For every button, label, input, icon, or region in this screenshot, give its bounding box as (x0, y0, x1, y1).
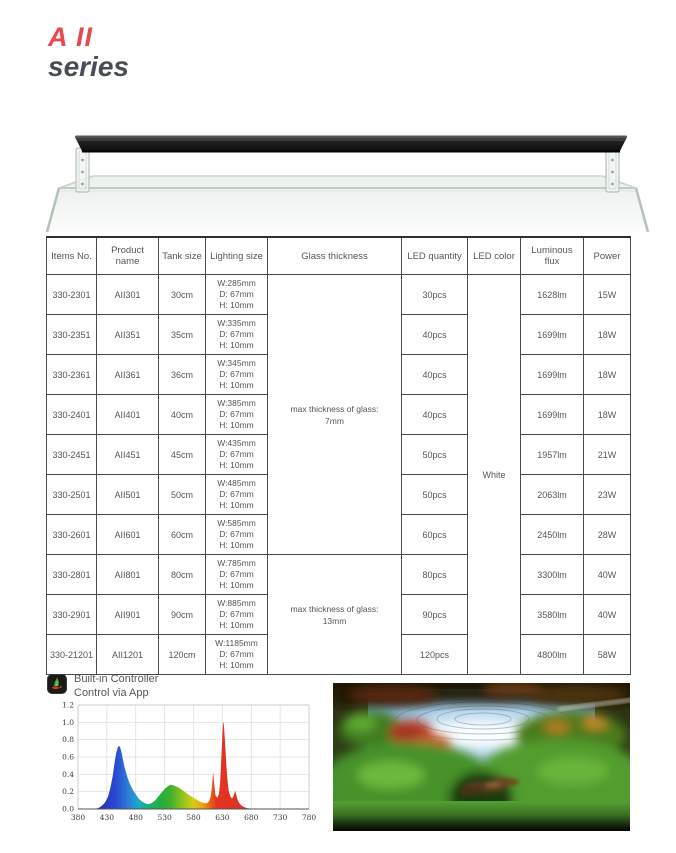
tank-size-cell: 30cm (159, 275, 206, 315)
lighting-size-cell: W:435mm D: 67mm H: 10mm (206, 435, 268, 475)
power-cell: 40W (584, 595, 631, 635)
tank-front-glass (47, 188, 648, 232)
svg-text:530: 530 (157, 813, 172, 822)
svg-text:580: 580 (186, 813, 201, 822)
power-cell: 40W (584, 555, 631, 595)
tank-size-cell: 40cm (159, 395, 206, 435)
led-quantity-cell: 80pcs (402, 555, 468, 595)
item-no-cell: 330-21201 (47, 635, 97, 675)
controller-line1: Built-in Controller (74, 673, 159, 685)
svg-text:0.0: 0.0 (62, 804, 74, 814)
tank-size-cell: 60cm (159, 515, 206, 555)
svg-text:680: 680 (244, 813, 259, 822)
column-header: Product name (97, 237, 159, 275)
led-quantity-cell: 90pcs (402, 595, 468, 635)
lighting-size-cell: W:885mm D: 67mm H: 10mm (206, 595, 268, 635)
controller-text (74, 673, 158, 700)
power-cell: 21W (584, 435, 631, 475)
lighting-size-cell: W:345mm D: 67mm H: 10mm (206, 355, 268, 395)
column-header: LED quantity (402, 237, 468, 275)
item-no-cell: 330-2451 (47, 435, 97, 475)
product-name-cell: AII401 (97, 395, 159, 435)
led-quantity-cell: 50pcs (402, 435, 468, 475)
item-no-cell: 330-2361 (47, 355, 97, 395)
tank-size-cell: 90cm (159, 595, 206, 635)
column-header: Luminous flux (521, 237, 584, 275)
led-color-cell: White (468, 275, 521, 675)
lighting-size-cell: W:1185mm D: 67mm H: 10mm (206, 635, 268, 675)
svg-text:780: 780 (301, 813, 317, 822)
item-no-cell: 330-2601 (47, 515, 97, 555)
svg-text:1.2: 1.2 (62, 700, 74, 710)
column-header: Lighting size (206, 237, 268, 275)
item-no-cell: 330-2301 (47, 275, 97, 315)
item-no-cell: 330-2801 (47, 555, 97, 595)
tank-size-cell: 36cm (159, 355, 206, 395)
led-quantity-cell: 40pcs (402, 355, 468, 395)
mounting-bracket-right (606, 148, 619, 192)
glass-thickness-cell: max thickness of glass: 13mm (268, 555, 402, 675)
lighting-size-cell: W:485mm D: 67mm H: 10mm (206, 475, 268, 515)
luminous-flux-cell: 1699lm (521, 315, 584, 355)
spec-table (46, 236, 631, 675)
product-name-cell: AII351 (97, 315, 159, 355)
product-name-cell: AII501 (97, 475, 159, 515)
tank-size-cell: 50cm (159, 475, 206, 515)
column-header: Tank size (159, 237, 206, 275)
product-name-cell: AII601 (97, 515, 159, 555)
luminous-flux-cell: 1699lm (521, 355, 584, 395)
led-spectrum-chart (45, 697, 321, 835)
luminous-flux-cell: 2450lm (521, 515, 584, 555)
table-row (47, 555, 631, 595)
led-quantity-cell: 30pcs (402, 275, 468, 315)
power-cell: 28W (584, 515, 631, 555)
luminous-flux-cell: 3580lm (521, 595, 584, 635)
series-word: series (48, 51, 129, 82)
product-name-cell: AII1201 (97, 635, 159, 675)
svg-text:0.6: 0.6 (62, 752, 74, 762)
product-name-cell: AII801 (97, 555, 159, 595)
page-title (48, 22, 129, 82)
svg-text:0.2: 0.2 (62, 787, 74, 797)
item-no-cell: 330-2501 (47, 475, 97, 515)
led-quantity-cell: 40pcs (402, 315, 468, 355)
product-name-cell: AII451 (97, 435, 159, 475)
spec-table-body (47, 275, 631, 675)
led-quantity-cell: 60pcs (402, 515, 468, 555)
item-no-cell: 330-2351 (47, 315, 97, 355)
product-name-cell: AII361 (97, 355, 159, 395)
led-quantity-cell: 50pcs (402, 475, 468, 515)
svg-text:730: 730 (272, 813, 288, 822)
luminous-flux-cell: 1699lm (521, 395, 584, 435)
svg-text:630: 630 (215, 813, 230, 822)
luminous-flux-cell: 4800lm (521, 635, 584, 675)
lighting-size-cell: W:335mm D: 67mm H: 10mm (206, 315, 268, 355)
svg-text:0.8: 0.8 (62, 735, 74, 745)
svg-text:380: 380 (70, 813, 86, 822)
item-no-cell: 330-2401 (47, 395, 97, 435)
power-cell: 23W (584, 475, 631, 515)
power-cell: 18W (584, 355, 631, 395)
led-quantity-cell: 120pcs (402, 635, 468, 675)
power-cell: 18W (584, 395, 631, 435)
tank-size-cell: 80cm (159, 555, 206, 595)
mounting-bracket-left (76, 148, 89, 192)
column-header: Items No. (47, 237, 97, 275)
header-row (47, 237, 631, 275)
luminous-flux-cell: 3300lm (521, 555, 584, 595)
glass-thickness-cell: max thickness of glass: 7mm (268, 275, 402, 555)
led-light-bar (75, 136, 627, 153)
item-no-cell: 330-2901 (47, 595, 97, 635)
spectrum-area (92, 722, 309, 809)
table-row (47, 275, 631, 315)
product-name-cell: AII301 (97, 275, 159, 315)
product-photo-led-light-on-tank (45, 118, 650, 234)
svg-text:0.4: 0.4 (62, 769, 74, 779)
tank-size-cell: 35cm (159, 315, 206, 355)
svg-text:430: 430 (99, 813, 115, 822)
controller-line2: Control via App (74, 686, 149, 699)
lighting-size-cell: W:785mm D: 67mm H: 10mm (206, 555, 268, 595)
luminous-flux-cell: 1628lm (521, 275, 584, 315)
tank-size-cell: 45cm (159, 435, 206, 475)
power-cell: 58W (584, 635, 631, 675)
product-name-cell: AII901 (97, 595, 159, 635)
tank-rim (59, 176, 636, 188)
svg-text:480: 480 (128, 813, 143, 822)
series-code: A II (48, 22, 94, 52)
power-cell: 18W (584, 315, 631, 355)
column-header: LED color (468, 237, 521, 275)
luminous-flux-cell: 2063lm (521, 475, 584, 515)
aquascape-photo (333, 683, 630, 831)
spec-table-head (47, 237, 631, 275)
power-cell: 15W (584, 275, 631, 315)
column-header: Power (584, 237, 631, 275)
lighting-size-cell: W:285mm D: 67mm H: 10mm (206, 275, 268, 315)
luminous-flux-cell: 1957lm (521, 435, 584, 475)
svg-text:1.0: 1.0 (62, 717, 74, 727)
tank-size-cell: 120cm (159, 635, 206, 675)
spec-table-container (46, 236, 631, 675)
led-quantity-cell: 40pcs (402, 395, 468, 435)
column-header: Glass thickness (268, 237, 402, 275)
aquascape-app-icon (47, 674, 67, 694)
lighting-size-cell: W:585mm D: 67mm H: 10mm (206, 515, 268, 555)
lighting-size-cell: W:385mm D: 67mm H: 10mm (206, 395, 268, 435)
